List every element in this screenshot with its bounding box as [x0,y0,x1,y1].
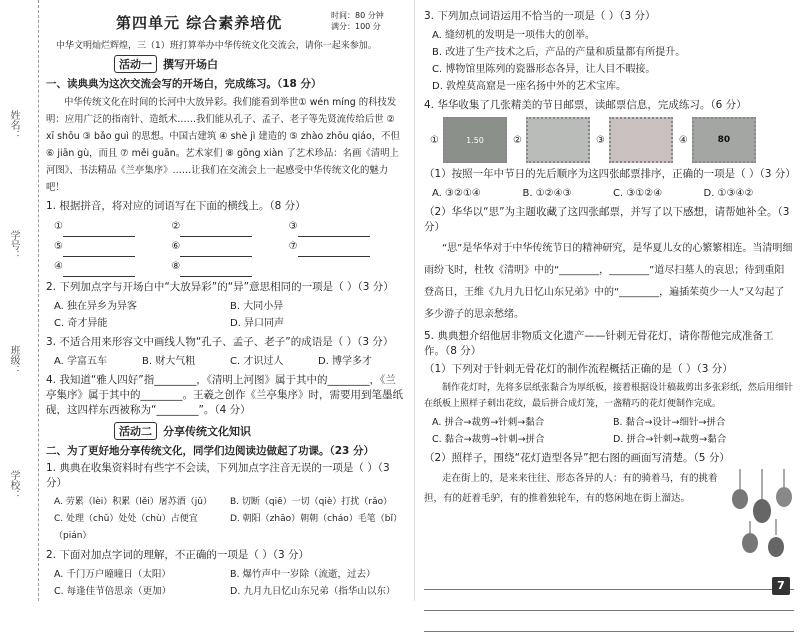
option-d[interactable]: D. 拼合→针刺→裁剪→黏合 [613,434,727,445]
stamp-1: ① 1.50 [430,117,507,163]
option-c[interactable]: C. 处理（chǔ）处处（chù）占便宜（pián） [54,514,198,541]
option-d[interactable]: D. 敦煌莫高窟是一座名扬中外的艺术宝库。 [432,81,627,92]
student-number-label: 学号： [8,230,19,260]
binding-margin [0,0,39,601]
option-c[interactable]: C. 黏合→裁剪→针刺→拼合 [432,434,545,445]
stamp-image [526,117,590,163]
pinyin-blanks [54,217,406,277]
question-2-4: 4. 华华收集了几张精美的节日邮票，读邮票信息，完成练习。（6 分） [424,99,747,111]
activity-two-name: 分享传统文化知识 [163,425,251,438]
blank-item[interactable]: ⑤ [54,237,171,257]
question-2-5-1-options [432,414,794,448]
option-b[interactable]: B. 大同小异 [230,301,284,312]
blank-item[interactable]: ④ [54,257,171,277]
right-page [424,6,794,632]
blank-item[interactable]: ⑦ [289,237,406,257]
option-a[interactable]: A. 缝纫机的发明是一项伟大的创举。 [432,30,596,41]
question-2-3: 3. 下列加点词语运用不恰当的一项是（ ）（3 分） [424,10,656,22]
section-one-heading: 一、读典典为这次交流会写的开场白，完成练习。（18 分） [46,78,322,90]
option-b[interactable]: B. 财大气粗 [142,356,196,367]
question-2-2: 2. 下面对加点字词的理解，不正确的一项是（ ）（3 分） [46,549,309,561]
school-label: 学校： [8,470,19,500]
question-2-5: 5. 典典想介绍他居非物质文化遗产——针刺无骨花灯，请你帮他完成准备工作。（8 分） [424,330,774,357]
question-1-1: 1. 根据拼音，将对应的词语写在下面的横线上。（8 分） [46,200,306,212]
question-1-3: 3. 不适合用来形容文中画线人物“孔子、孟子、老子”的成语是（ ）（3 分） [46,336,394,348]
option-d[interactable]: D. 异口同声 [230,318,285,329]
option-a[interactable]: A. 独在异乡为异客 [54,301,138,312]
page-title: 第四单元 综合素养培优 [116,14,283,32]
page-number: 7 [772,577,790,595]
option-b[interactable]: B. 爆竹声中一岁除（流逝，过去） [230,569,376,580]
option-a[interactable]: A. 拼合→裁剪→针刺→黏合 [432,417,545,428]
time-limit: 时间：80 分钟 [331,11,384,20]
question-2-4-2: （2）华华以“思”为主题收藏了这四张邮票，并写了以下感想，请帮她补全。（3 分） [424,206,790,233]
left-page [46,6,406,602]
option-c[interactable]: C. 每逢佳节倍思亲（更加） [54,586,172,597]
opening-passage: 中华传统文化在时间的长河中大放异彩。我们能看到举世① wén míng 的科技发明：应用广泛的指南针、造纸术……我们能从孔子、孟子、老子等先贤流传给后世 ② xī shōu ③ bǎo guì 的思想。中国古建筑 ④ shè jì 建造的 ⑤ zhào zhōu qiáo，不但 ⑥ jiān gù，而且 ⑦ měi guān。艺术家们 ⑧ gōng xiàn 了艺术珍品：名画《清明上河图》、书法精品《兰亭集序》……让我们在交流会上一起感受中华传统文化的魅力吧！ [46,97,400,193]
question-2-4-1-options [432,185,794,202]
lantern-process-text: 制作花灯时，先将多层纸张黏合为厚纸板，接着根据设计稿裁剪出多张彩纸，然后用细针在纸板上照样子刺出花纹，最后拼合成灯笼，一盏精巧的花灯便制作完成。 [424,383,794,409]
example-sentence: 走在街上的，是来来往往、形态各异的人：有的骑着马，有的挑着担，有的赶着毛驴，有的推着独轮车，有的悠闲地在街上溜达。 [424,473,718,504]
class-label: 班级： [8,345,19,375]
option-d[interactable]: D. ①③④② [703,188,754,199]
name-label: 姓名： [8,110,19,140]
time-score-box [331,10,384,32]
stamp-row [430,117,794,163]
stamp-image [609,117,673,163]
activity-two-header [114,422,406,440]
option-a[interactable]: A. 劳累（lèi）积累（lěi）屠苏酒（jǔ） [54,497,213,507]
option-b[interactable]: B. 黏合→设计→细针→拼合 [613,417,726,428]
question-2-5-2: （2）照样子，围绕“花灯造型各异”把右图的画面写清楚。（5 分） [424,452,730,464]
option-c[interactable]: C. ③①②④ [613,188,663,199]
stamp-image: 1.50 [443,117,507,163]
section-two-heading: 二、为了更好地分享传统文化，同学们边阅读边做起了功课。（23 分） [46,445,375,457]
question-2-1-options [54,494,406,545]
option-c[interactable]: C. 奇才异能 [54,318,108,329]
stamp-2: ② [513,117,590,163]
page-fold [414,0,415,601]
stamp-4: ④ 80 [679,117,756,163]
activity-one-badge: 活动一 [114,55,157,73]
stamp-image: 80 [692,117,756,163]
option-b[interactable]: B. 改进了生产技术之后，产品的产量和质量都有所提升。 [432,47,686,58]
blank-item[interactable]: ⑧ [171,257,288,277]
question-2-1: 1. 典典在收集资料时有些字不会读，下列加点字注音无误的一项是（ ）（3 分） [46,462,390,489]
question-1-2-options [54,298,406,332]
lanterns-illustration [730,469,794,569]
option-c[interactable]: C. 博物馆里陈列的瓷器形态各异，让人目不暇接。 [432,64,656,75]
stamp-reflection-text: “思”是华华对于中华传统节日的精神研究，是华夏儿女的心繁繁相连。当清明细雨纷飞时，杜牧《清明》中的“________，________”道尽扫墓人的哀思；待到重阳登高日，王维《九月九日忆山东兄弟》中的“________，遍插茱萸少一人”又勾起了多少游子的思亲愁绪。 [424,243,793,320]
question-2-3-options [432,27,794,95]
question-1-3-options [54,353,406,370]
activity-one-header [114,55,406,73]
question-2-5-1: （1）下列对于针刺无骨花灯的制作流程概括正确的是（ ）（3 分） [424,363,733,375]
blank-item[interactable]: ① [54,217,171,237]
blank-item[interactable]: ⑥ [171,237,288,257]
option-a[interactable]: A. ③②①④ [432,188,481,199]
option-a[interactable]: A. 千门万户曈曈日（太阳） [54,569,171,580]
activity-one-name: 撰写开场白 [163,58,218,71]
option-d[interactable]: D. 九月九日忆山东兄弟（指华山以东） [230,586,396,597]
question-2-4-1: （1）按照一年中节日的先后顺序为这四张邮票排序，正确的一项是（ ）（3 分） [424,168,796,180]
question-2-2-options [54,566,406,600]
blank-item[interactable]: ② [171,217,288,237]
question-1-4: 4. 我知道“雅人四好”指________，《清明上河图》属于其中的________，《兰亭集序》属于其中的________。王羲之创作《兰亭集序》时，需要用到笔墨纸砚，这四样东西被称为“________”。（4 分） [46,374,403,416]
option-b[interactable]: B. 切断（qiē）一切（qiè）打扰（rǎo） [230,497,393,507]
intro-text: 中华文明灿烂辉煌，三（1）班打算举办中华传统文化交流会，请你一起来参加。 [56,41,377,51]
full-score: 满分：100 分 [331,22,381,31]
option-a[interactable]: A. 学富五车 [54,356,108,367]
activity-two-badge: 活动二 [114,422,157,440]
option-b[interactable]: B. ①②④③ [522,188,572,199]
blank-item[interactable]: ③ [289,217,406,237]
question-1-2: 2. 下列加点字与开场白中“大放异彩”的“异”意思相同的一项是（ ）（3 分） [46,281,394,293]
option-d[interactable]: D. 博学多才 [318,356,373,367]
stamp-3: ③ [596,117,673,163]
option-d[interactable]: D. 朝阳（zhāo）朝朝（cháo）毛笔（bǐ） [230,514,402,524]
option-c[interactable]: C. 才识过人 [230,356,284,367]
